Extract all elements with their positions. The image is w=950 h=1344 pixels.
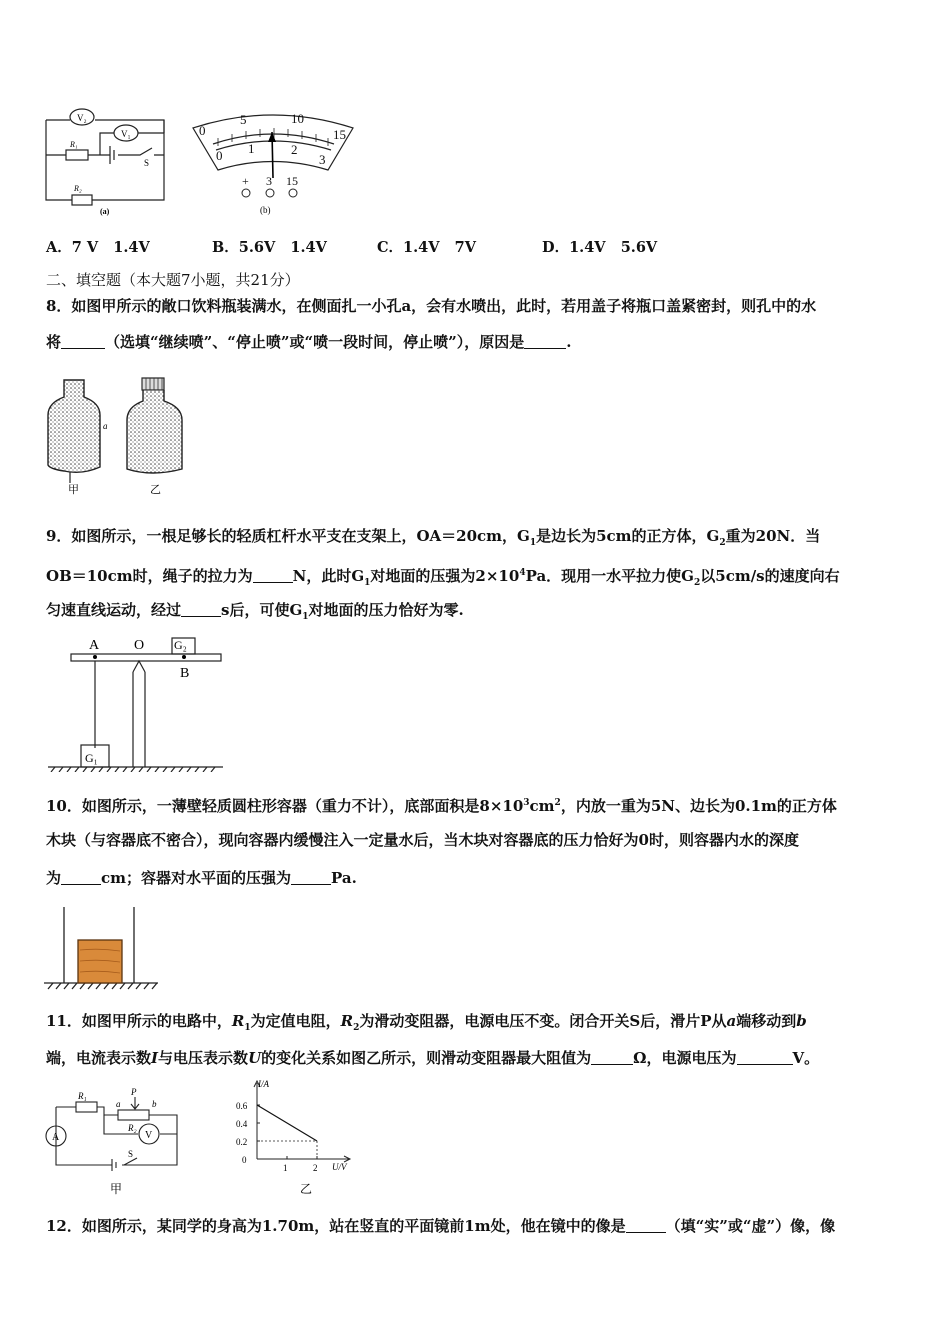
q11-circuit-figure: [42, 1085, 187, 1197]
q8-line-1: 8．如图甲所示的敞口饮料瓶装满水，在侧面扎一小孔a，会有水喷出，此时，若用盖子将瓶口盖紧密封，则孔中的水: [46, 297, 817, 315]
terminal-plus: +: [242, 174, 249, 188]
g1-label: G₁: [85, 751, 98, 765]
r2-label: R₂: [74, 184, 82, 193]
q12-blank-1[interactable]: [626, 1218, 666, 1233]
q9-line-1: 9．如图所示，一根足够长的轻质杠杆水平支在支架上，OA＝20cm，$G_1$是边长为5cm的正方体，$G_2$重为20N．当: [46, 527, 821, 548]
q11-caption-yi: 乙: [300, 1182, 313, 1196]
q11-a-label: a: [116, 1099, 121, 1109]
top-scale-0: 0: [199, 123, 206, 138]
terminal-3: 3: [266, 174, 272, 188]
q11-r1-label: R₁: [78, 1091, 87, 1101]
iu-series-line: [257, 1105, 317, 1141]
q10-blank-2[interactable]: [291, 870, 331, 885]
switch-label: S: [144, 158, 150, 168]
q7-option-c: C．1.4V 7V: [377, 239, 477, 256]
terminal-15: 15: [286, 174, 298, 188]
q7-caption-a: (a): [100, 207, 110, 216]
q8-caption-left: 甲: [68, 483, 79, 496]
g2-label: G₂: [174, 638, 187, 652]
q11-switch-label: S: [128, 1149, 134, 1159]
q7-option-a: A．7 V 1.4V: [46, 239, 150, 256]
q10-line-2: 木块（与容器底不密合），现向容器内缓慢注入一定量水后，当木块对容器底的压力恰好为0时，则容器内水的深度: [46, 831, 799, 849]
bottom-scale-0: 0: [216, 148, 223, 163]
q11-b-label: b: [152, 1099, 157, 1109]
q9-line-2: OB＝10cm时，绳子的拉力为 N，此时$G_1$对地面的压强为$2\times 10^4Pa$．现用一水平拉力使$G_2$以5cm/s的速度向右: [46, 567, 840, 588]
top-scale-15: 15: [333, 127, 346, 142]
point-a-label: A: [89, 638, 100, 653]
bottom-scale-2: 2: [291, 142, 298, 157]
q10-line-1: 10．如图所示，一薄壁轻质圆柱形容器（重力不计），底部面积是$8\times 10^3cm^2$，内放一重为5N、边长为0.1m的正方体: [46, 797, 837, 815]
y-tick-0.2: 0.2: [236, 1137, 248, 1147]
bottom-scale-3: 3: [319, 152, 326, 167]
q7-option-d: D．1.4V 5.6V: [542, 239, 658, 256]
point-o-label: O: [134, 638, 145, 653]
q10-blank-1[interactable]: [61, 870, 101, 885]
q8-bottles-figure: [42, 375, 202, 497]
q11-ammeter-label: A: [52, 1132, 60, 1143]
q7-meter-figure: [188, 108, 358, 220]
q11-r2-label: R₂: [128, 1123, 137, 1133]
q8-blank-2[interactable]: [524, 334, 566, 349]
r1-label: R₁: [70, 140, 78, 149]
top-scale-5: 5: [240, 112, 247, 127]
q11-p-label: P: [131, 1087, 137, 1097]
graph-xlabel: U/V: [332, 1162, 347, 1172]
top-scale-10: 10: [291, 111, 304, 126]
q11-caption-jia: 甲: [110, 1182, 123, 1196]
q9-blank-2[interactable]: [181, 602, 221, 617]
q11-voltmeter-label: V: [145, 1130, 153, 1141]
v2-label: V₂: [77, 113, 87, 123]
y-tick-0: 0: [242, 1155, 247, 1165]
graph-ylabel: I/A: [258, 1079, 269, 1089]
q8-blank-1[interactable]: [61, 334, 105, 349]
v1-label: V₁: [121, 129, 131, 139]
y-tick-0.4: 0.4: [236, 1119, 248, 1129]
section-2-title: 二、填空题（本大题7小题，共21分）: [46, 271, 300, 289]
q9-lever-figure: [45, 632, 225, 772]
point-b-label: B: [180, 666, 190, 681]
q11-line-2: 端，电流表示数I与电压表示数U的变化关系如图乙所示，则滑动变阻器最大阻值为 Ω，电源电压为 V。: [46, 1049, 820, 1067]
q8-caption-right: 乙: [150, 483, 161, 496]
q9-line-3: 匀速直线运动，经过 s后，可使$G_1$对地面的压力恰好为零.: [46, 601, 464, 622]
bottom-scale-1: 1: [248, 141, 255, 156]
q7-option-b: B．5.6V 1.4V: [212, 239, 327, 256]
q7-circuit-figure: [40, 104, 175, 219]
q11-line-1: 11．如图甲所示的电路中，$R_1$为定值电阻，$R_2$为滑动变阻器，电源电压不变。闭合开关S后，滑片P从a端移动到b: [46, 1012, 807, 1033]
q9-blank-1[interactable]: [253, 568, 293, 583]
q11-blank-1[interactable]: [591, 1050, 633, 1065]
hole-a-label: a: [103, 421, 108, 431]
q7-caption-b: (b): [260, 205, 271, 215]
q11-iu-graph: [222, 1077, 362, 1199]
q10-container-figure: [42, 905, 162, 993]
x-tick-1: 1: [283, 1163, 288, 1173]
q12-line-1: 12．如图所示，某同学的身高为1.70m，站在竖直的平面镜前1m处，他在镜中的像是 （填“实”或“虚”）像，像: [46, 1217, 836, 1235]
q8-line-2: 将 （选填“继续喷”、“停止喷”或“喷一段时间，停止喷”），原因是 .: [46, 333, 572, 351]
x-tick-2: 2: [313, 1163, 318, 1173]
q11-blank-2[interactable]: [737, 1050, 793, 1065]
q10-line-3: 为 cm；容器对水平面的压强为 Pa.: [46, 869, 357, 887]
y-tick-0.6: 0.6: [236, 1101, 248, 1111]
